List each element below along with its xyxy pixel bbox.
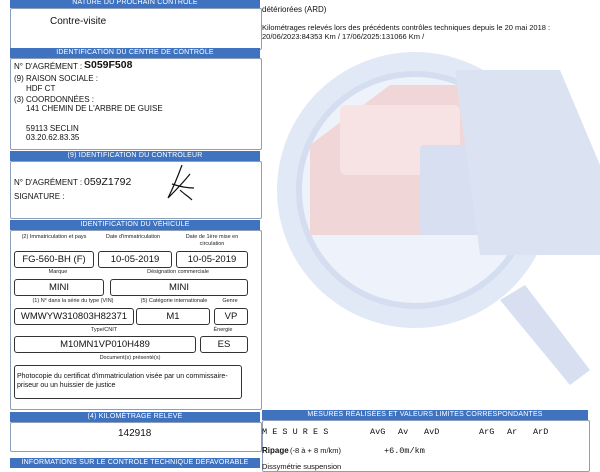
controller-signature-label: SIGNATURE :	[14, 192, 65, 201]
right-top-text: détériorées (ARD)	[262, 5, 327, 14]
col-ard: ArD	[533, 427, 549, 437]
centre-phone: 03.20.62.83.35	[26, 133, 80, 142]
docs-label: Document(s) présenté(s)	[99, 355, 161, 361]
next-measure-label: Dissymétrie suspension	[262, 462, 342, 471]
date-immat-field: 10-05-2019	[98, 251, 172, 268]
centre-agrement-value: S059F508	[84, 59, 133, 71]
controller-box	[10, 161, 262, 219]
col-arg: ArG	[479, 427, 495, 437]
vin-label: (1) N° dans la série du type (VIN)	[32, 298, 114, 304]
next-check-header: NATURE DU PROCHAIN CONTRÔLE	[10, 0, 260, 8]
next-check-box	[10, 8, 262, 50]
marque-field: MINI	[14, 279, 104, 296]
marque-label: Marque	[48, 269, 68, 275]
centre-coord-label: (3) COORDONNÉES :	[14, 95, 95, 104]
measures-title: M E S U R E S	[262, 427, 329, 437]
docs-field: Photocopie du certificat d'immatriculation visée par un commissaire-priseur ou un huissier de justice	[14, 365, 242, 399]
km-history-line2: 20/06/2023:84353 Km / 17/06/2025:131066 Km /	[262, 32, 425, 41]
type-label: Type/CNIT	[90, 327, 118, 333]
vehicle-header: IDENTIFICATION DU VÉHICULE	[10, 220, 260, 230]
categorie-label: (5) Catégorie internationale	[140, 298, 208, 304]
type-field: M10MN1VP010H489	[14, 336, 196, 353]
mileage-value: 142918	[118, 428, 152, 439]
date-first-label: Date de 1ère mise en circulation	[185, 234, 239, 247]
col-avg: AvG	[370, 427, 386, 437]
date-immat-label: Date d'immatriculation	[105, 234, 161, 240]
centre-raison-label: (9) RAISON SOCIALE :	[14, 74, 99, 83]
controller-agrement-value: 059Z1792	[84, 176, 132, 188]
centre-agrement-label: N° D'AGRÉMENT :	[14, 62, 83, 71]
ripage-value: +6.0m/km	[384, 446, 425, 456]
genre-field: VP	[214, 308, 248, 325]
energie-label: Énergie	[213, 327, 233, 333]
centre-address: 141 CHEMIN DE L'ARBRE DE GUISE	[26, 104, 163, 113]
controller-header: (9) IDENTIFICATION DU CONTRÔLEUR	[10, 151, 260, 161]
immat-label: (2) Immatriculation et pays	[21, 234, 87, 240]
km-history-line1: Kilométrages relevés lors des précédents contrôles techniques depuis le 20 mai 2018 :	[262, 23, 551, 32]
watermark-logo	[270, 25, 600, 425]
signature-scribble	[160, 162, 200, 204]
controller-agrement-label: N° D'AGRÉMENT :	[14, 178, 83, 187]
bottom-info-header: INFORMATIONS SUR LE CONTRÔLE TECHNIQUE DÉFAVORABLE	[10, 458, 260, 468]
categorie-field: M1	[136, 308, 210, 325]
centre-raison-value: HDF CT	[26, 84, 56, 93]
energie-field: ES	[200, 336, 248, 353]
designation-field: MINI	[110, 279, 248, 296]
designation-label: Désignation commerciale	[147, 269, 209, 275]
measures-header: MESURES RÉALISÉES ET VALEURS LIMITES CORRESPONDANTES	[262, 410, 588, 420]
centre-city: 59113 SECLIN	[26, 124, 79, 133]
col-avd: AvD	[424, 427, 440, 437]
vin-field: WMWYW310803H82371	[14, 308, 134, 325]
col-ar: Ar	[507, 427, 518, 437]
date-first-field: 10-05-2019	[176, 251, 248, 268]
col-av: Av	[398, 427, 409, 437]
centre-header: IDENTIFICATION DU CENTRE DE CONTRÔLE	[10, 48, 260, 58]
mileage-header: (4) KILOMÉTRAGE RELEVÉ	[10, 412, 260, 422]
next-check-value: Contre-visite	[50, 16, 107, 27]
ripage-label: Ripage	[262, 446, 289, 455]
genre-label: Genre	[222, 298, 238, 304]
immat-field: FG-560-BH (F)	[14, 251, 94, 268]
ripage-limits: (-8 à + 8 m/km)	[290, 446, 342, 455]
